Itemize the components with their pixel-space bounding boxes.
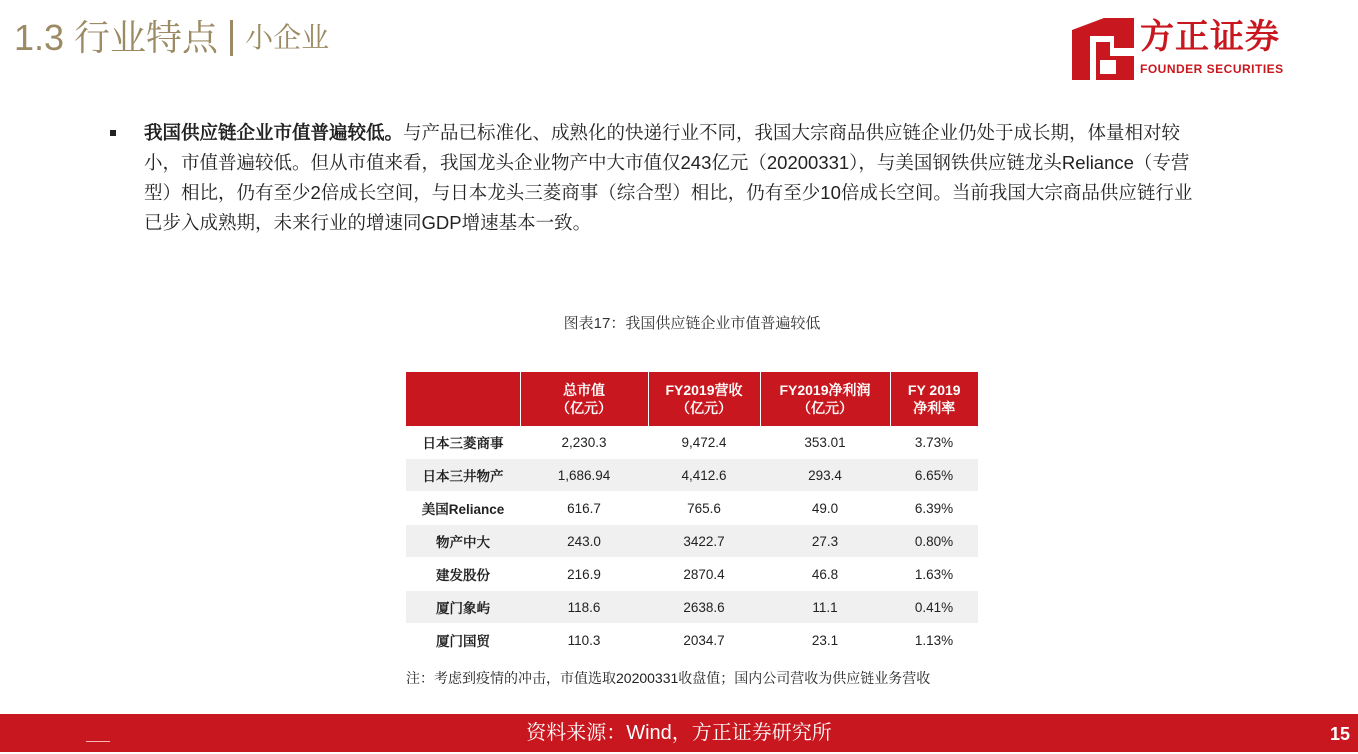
revenue-cell: 2638.6	[648, 591, 760, 624]
table-note: 注：考虑到疫情的冲击，市值选取20200331收盘值；国内公司营收为供应链业务营收	[406, 670, 931, 686]
net-margin-cell: 1.13%	[890, 624, 978, 657]
company-logo	[1072, 18, 1302, 80]
market-cap-cell: 2,230.3	[520, 426, 648, 459]
page-title	[14, 14, 329, 62]
market-cap-cell: 118.6	[520, 591, 648, 624]
net-profit-cell: 11.1	[760, 591, 890, 624]
header-net-margin: FY 2019 净利率	[890, 372, 978, 426]
table-row	[406, 624, 978, 657]
logo-chinese-name: 方正证券	[1140, 18, 1280, 56]
table-row	[406, 459, 978, 492]
bullet-body: 与产品已标准化、成熟化的快递行业不同，我国大宗商品供应链企业仍处于成长期，体量相对较小，市值普遍较低。但从市值来看，我国龙头企业物产中大市值仅243亿元（20200331），与美国钢铁供应链龙头Reliance（专营型）相比，仍有至少2倍成长空间，与日本龙头三菱商事（综合型）相比，仍有至少10倍成长空间。当前我国大宗商品供应链行业已步入成熟期，未来行业的增速同GDP增速基本一致。	[144, 122, 1193, 233]
company-name: 物产中大	[406, 525, 520, 558]
revenue-cell: 4,412.6	[648, 459, 760, 492]
footer-bar	[0, 714, 1358, 752]
founder-logo-icon	[1072, 18, 1134, 80]
net-margin-cell: 3.73%	[890, 426, 978, 459]
table-header-row	[406, 372, 978, 426]
net-profit-cell: 353.01	[760, 426, 890, 459]
net-profit-cell: 49.0	[760, 492, 890, 525]
revenue-cell: 9,472.4	[648, 426, 760, 459]
market-cap-cell: 243.0	[520, 525, 648, 558]
company-name: 厦门象屿	[406, 591, 520, 624]
revenue-cell: 2034.7	[648, 624, 760, 657]
logo-english-name: FOUNDER SECURITIES	[1140, 62, 1284, 76]
header-revenue: FY2019营收 （亿元）	[648, 372, 760, 426]
section-subtitle: 小企业	[245, 22, 330, 53]
section-title: 1.3 行业特点	[14, 17, 219, 58]
table-row	[406, 492, 978, 525]
company-name: 建发股份	[406, 558, 520, 591]
market-cap-cell: 1,686.94	[520, 459, 648, 492]
market-cap-table	[406, 372, 978, 657]
company-name: 日本三菱商事	[406, 426, 520, 459]
bullet-point	[110, 118, 1200, 238]
header-company	[406, 372, 520, 426]
net-profit-cell: 293.4	[760, 459, 890, 492]
header-market-cap: 总市值 （亿元）	[520, 372, 648, 426]
bullet-text	[144, 118, 1200, 238]
net-profit-cell: 23.1	[760, 624, 890, 657]
bullet-square-icon	[110, 130, 116, 136]
table-row	[406, 591, 978, 624]
company-name: 厦门国贸	[406, 624, 520, 657]
table-row	[406, 426, 978, 459]
market-cap-cell: 216.9	[520, 558, 648, 591]
net-margin-cell: 0.41%	[890, 591, 978, 624]
bullet-bold-lead: 我国供应链企业市值普遍较低。	[144, 122, 404, 143]
revenue-cell: 3422.7	[648, 525, 760, 558]
market-cap-cell: 616.7	[520, 492, 648, 525]
revenue-cell: 765.6	[648, 492, 760, 525]
table-row	[406, 558, 978, 591]
net-margin-cell: 6.39%	[890, 492, 978, 525]
header-net-profit: FY2019净利润 （亿元）	[760, 372, 890, 426]
net-profit-cell: 46.8	[760, 558, 890, 591]
net-margin-cell: 6.65%	[890, 459, 978, 492]
footer-source: 资料来源：Wind，方正证券研究所	[526, 722, 832, 744]
net-profit-cell: 27.3	[760, 525, 890, 558]
net-margin-cell: 0.80%	[890, 525, 978, 558]
company-name: 美国Reliance	[406, 492, 520, 525]
net-margin-cell: 1.63%	[890, 558, 978, 591]
table-row	[406, 525, 978, 558]
revenue-cell: 2870.4	[648, 558, 760, 591]
page-number: 15	[1329, 724, 1350, 744]
table-caption: 图表17：我国供应链企业市值普遍较低	[563, 315, 821, 332]
market-cap-cell: 110.3	[520, 624, 648, 657]
title-divider	[230, 20, 233, 56]
company-name: 日本三井物产	[406, 459, 520, 492]
